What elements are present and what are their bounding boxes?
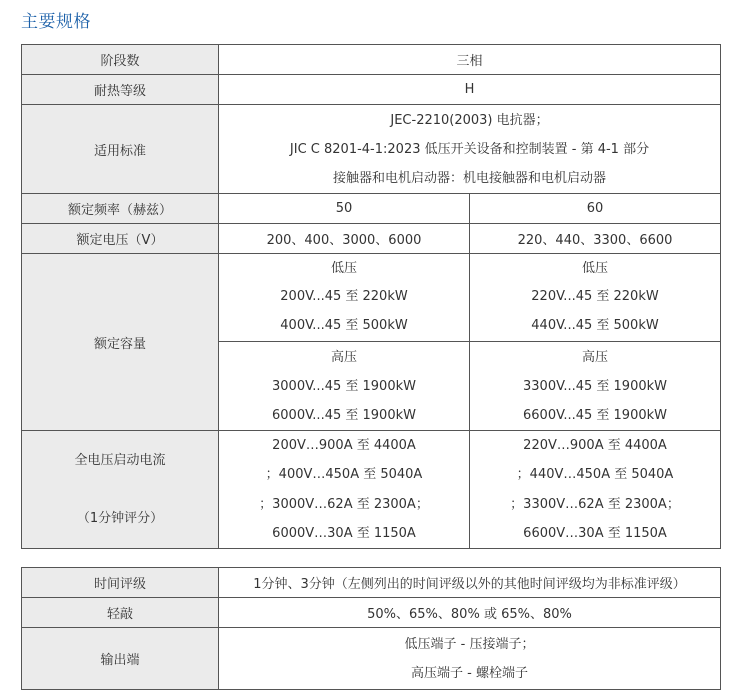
starting-current-line: 6000V…30A 至 1150A	[272, 525, 416, 541]
standard-line: 接触器和电机启动器：机电接触器和电机启动器	[333, 170, 607, 186]
terminal-line: 低压端子 - 压接端子；	[404, 636, 535, 652]
capacity-low-50	[219, 254, 470, 342]
capacity-line: 400V...45 至 500kW	[280, 317, 408, 333]
insulation-label: 耐热等级	[22, 75, 219, 105]
table-row	[22, 568, 721, 598]
starting-current-line: ；400V…450A 至 5040A	[265, 467, 423, 483]
capacity-line: 440V...45 至 500kW	[531, 317, 659, 333]
section-heading: 主要规格	[21, 12, 91, 32]
starting-current-label-line: （1分钟评分）	[76, 511, 164, 527]
capacity-line: 6000V...45 至 1900kW	[272, 407, 416, 423]
starting-current-line: 200V…900A 至 4400A	[272, 438, 416, 453]
starting-current-line: 6600V…30A 至 1150A	[523, 525, 667, 541]
tap-label: 轻敲	[22, 598, 219, 628]
capacity-high-50	[219, 342, 470, 431]
starting-current-line: ；3300V…62A 至 2300A；	[510, 496, 680, 512]
starting-current-50	[219, 431, 470, 549]
terminal-label: 输出端	[22, 628, 219, 690]
standard-line: JIC C 8201-4-1:2023 低压开关设备和控制装置 - 第 4-1 部分	[289, 141, 650, 157]
capacity-line: 6600V...45 至 1900kW	[523, 407, 667, 423]
standard-label: 适用标准	[22, 105, 219, 194]
table-row	[22, 224, 721, 254]
voltage-60: 220、440、3300、6600	[470, 224, 721, 254]
capacity-label: 额定容量	[22, 254, 219, 431]
table-row	[22, 628, 721, 690]
extra-spec-table	[21, 567, 721, 690]
capacity-line: 200V...45 至 220kW	[280, 289, 408, 305]
time-rating-label: 时间评级	[22, 568, 219, 598]
insulation-value: H	[219, 75, 721, 105]
starting-current-label-line	[22, 475, 218, 504]
capacity-line: 高压	[330, 349, 357, 365]
starting-current-line: ；440V…450A 至 5040A	[516, 467, 674, 483]
frequency-60: 60	[470, 194, 721, 224]
capacity-line: 高压	[582, 349, 609, 365]
table-row	[22, 254, 721, 342]
time-rating-value: 1分钟、3分钟（左侧列出的时间评级以外的其他时间评级均为非标准评级）	[219, 568, 721, 598]
starting-current-line: ；3000V…62A 至 2300A；	[259, 496, 429, 512]
standard-value	[219, 105, 721, 194]
terminal-line: 高压端子 - 螺栓端子	[411, 665, 528, 681]
voltage-50: 200、400、3000、6000	[219, 224, 470, 254]
standard-line: JEC-2210(2003) 电抗器；	[390, 112, 549, 128]
tap-value: 50%、65%、80% 或 65%、80%	[219, 598, 721, 628]
starting-current-60	[470, 431, 721, 549]
starting-current-line: 220V…900A 至 4400A	[523, 438, 667, 453]
starting-current-label	[22, 431, 219, 549]
capacity-line: 3000V...45 至 1900kW	[272, 378, 416, 394]
capacity-high-60	[470, 342, 721, 431]
table-row	[22, 75, 721, 105]
phases-value: 三相	[219, 45, 721, 75]
starting-current-label-line: 全电压启动电流	[74, 452, 166, 468]
table-row	[22, 598, 721, 628]
capacity-line: 3300V...45 至 1900kW	[523, 378, 667, 394]
capacity-low-60	[470, 254, 721, 342]
spec-table	[21, 44, 721, 549]
table-row	[22, 194, 721, 224]
voltage-label: 额定电压（V）	[22, 224, 219, 254]
table-row	[22, 45, 721, 75]
capacity-line: 220V...45 至 220kW	[531, 289, 659, 305]
phases-label: 阶段数	[22, 45, 219, 75]
terminal-value	[219, 628, 721, 690]
capacity-line: 低压	[582, 260, 609, 276]
table-row	[22, 105, 721, 194]
frequency-50: 50	[219, 194, 470, 224]
capacity-line: 低压	[330, 260, 357, 276]
frequency-label: 额定频率（赫兹）	[22, 194, 219, 224]
table-row	[22, 431, 721, 549]
